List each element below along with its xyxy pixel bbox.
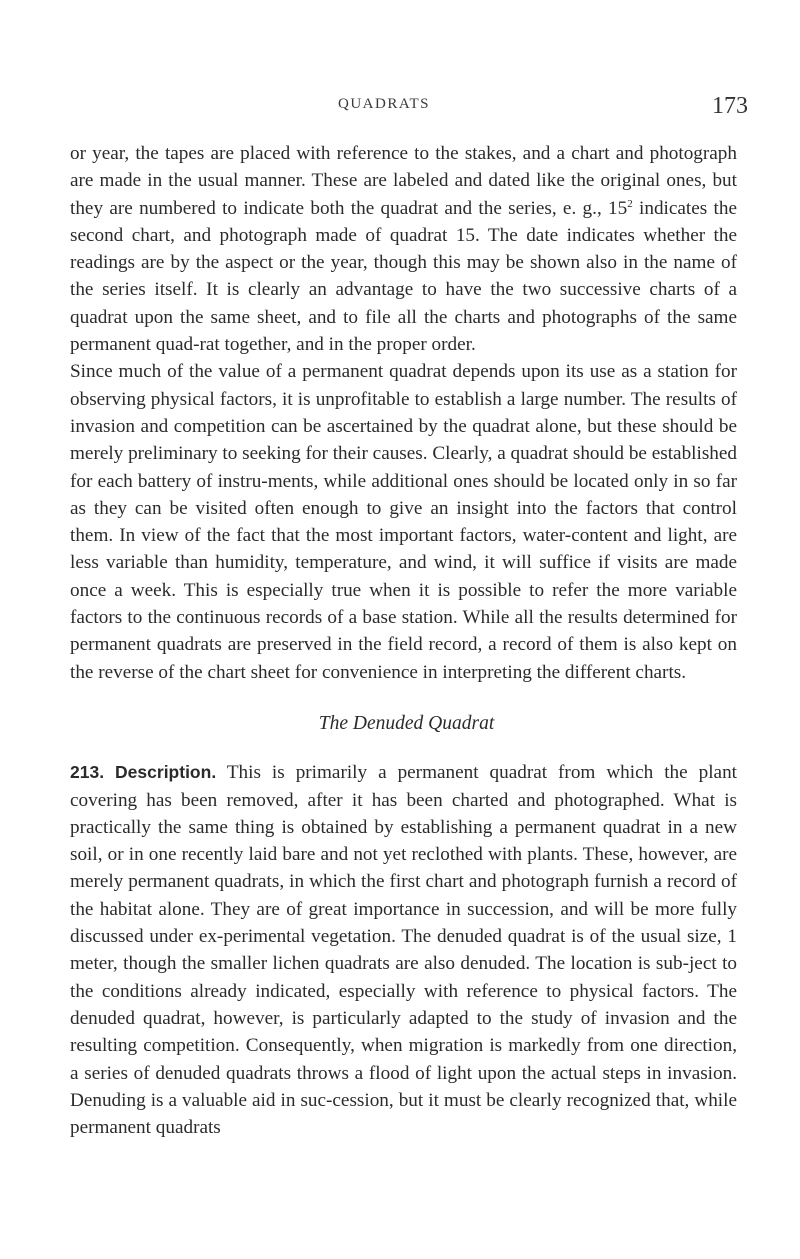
- superscript: 2: [627, 197, 633, 210]
- running-title: QUADRATS: [338, 96, 431, 112]
- section-number: 213.: [70, 762, 105, 783]
- paragraph-text: or year, the tapes are placed with reference to the stakes, and a chart and photograph are made in the usual manner. These are labeled and dated like the original ones, but they are numbered to indicate both the quadrat and the series, e. g., 15: [70, 143, 737, 219]
- numbered-paragraph: [70, 759, 737, 1141]
- paragraph: Since much of the value of a permanent quadrat depends upon its use as a station for observing physical factors, it is unprofitable to establish a large number. The results of invasion and competition can be ascertained by the quadrat alone, but these should be merely preliminary to seeking for their causes. Clearly, a quadrat should be established for each battery of instru-ments, while additional ones should be located only in so far as they can be visited often enough to give an insight into the factors that control them. In view of the fact that the most important factors, water-content and light, are less variable than humidity, temperature, and wind, it will suffice if visits are made once a week. This is especially true when it is possible to refer the more variable factors to the continuous records of a base station. While all the results determined for permanent quadrats are preserved in the field record, a record of them is also kept on the reverse of the chart sheet for convenience in interpreting the different charts.: [70, 361, 737, 683]
- body-text: [70, 140, 737, 1141]
- running-head: [0, 93, 800, 123]
- section-heading: The Denuded Quadrat: [318, 712, 495, 734]
- section-title: Description.: [115, 762, 217, 783]
- paragraph-continued: [70, 140, 737, 358]
- paragraph-text: This is primarily a permanent quadrat from which the plant covering has been removed, after it has been charted and photographed. What is practically the same thing is obtained by establishing a permanent quadrat in a new soil, or in one recently laid bare and not yet reclothed with plants. These, however, are merely permanent quadrats, in which the first chart and photograph furnish a record of the habitat alone. They are of great importance in succession, and will be more fully discussed under ex-perimental vegetation. The denuded quadrat is of the usual size, 1 meter, though the smaller lichen quadrats are also denuded. The location is sub-ject to the conditions already indicated, especially with reference to physical factors. The denuded quadrat, however, is particularly adapted to the study of invasion and the resulting competition. Consequently, when migration is markedly from one direction, a series of denuded quadrats throws a flood of light upon the actual steps in invasion. Denuding is a valuable aid in suc-cession, but it must be clearly recognized that, while permanent quadrats: [70, 762, 737, 1139]
- paragraph-text: indicates the second chart, and photograph made of quadrat 15. The date indicates whether the readings are by the aspect or the year, though this may be shown also in the name of the series itself. It is clearly an advantage to have the two successive charts of a quadrat upon the same sheet, and to file all the charts and photographs of the same permanent quad-rat together, and in the proper order.: [70, 197, 737, 356]
- page-number: 173: [712, 93, 748, 119]
